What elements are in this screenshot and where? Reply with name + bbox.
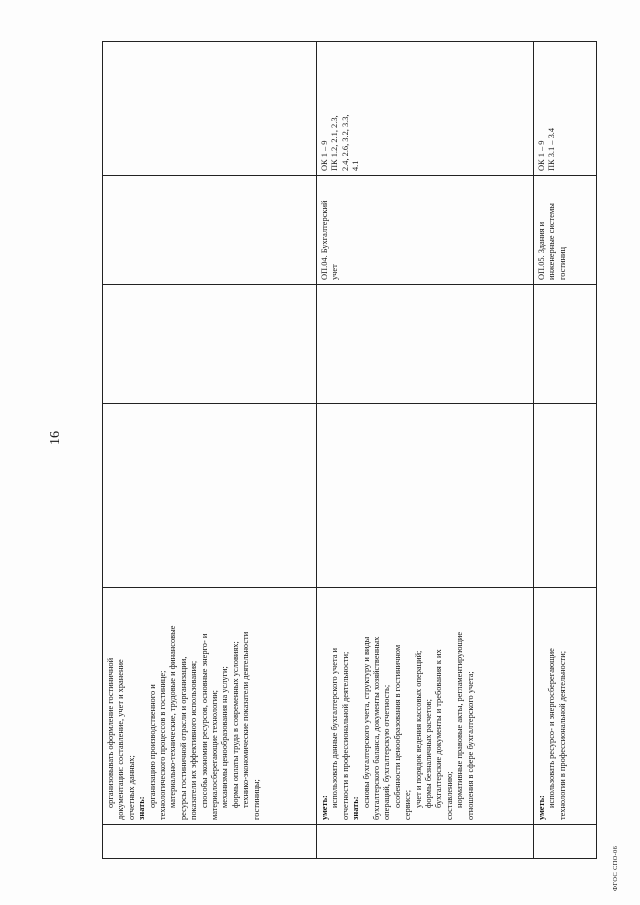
text-line: ОП.04. Бухгалтерский — [320, 200, 329, 280]
index-cell — [317, 825, 534, 859]
text-line: показатели их эффективного использования; — [189, 660, 199, 820]
discipline-cell — [317, 176, 534, 285]
content-lines — [106, 592, 262, 820]
competencies-lines — [320, 46, 362, 171]
text-line: знать: — [351, 796, 361, 820]
text-line: учет — [330, 264, 340, 280]
competencies-cell — [103, 42, 317, 176]
footer-code: ФГОС СПО-06 — [612, 845, 619, 891]
hours-cell — [534, 285, 597, 404]
text-line: отчетных данных; — [126, 755, 136, 820]
text-line: использовать ресурсо- и энергосберегающие — [547, 648, 557, 808]
text-line: способы экономии ресурсов, основные энерго- и — [199, 633, 209, 808]
text-line: формы безналичных расчетов; — [424, 699, 434, 808]
hours-cell — [317, 404, 534, 588]
table-row — [103, 42, 317, 859]
text-line: отношения в сфере бухгалтерского учета; — [465, 671, 475, 820]
discipline-lines — [537, 180, 568, 280]
text-line: особенности ценообразования в гостиничном — [392, 644, 402, 808]
text-line: основы бухгалтерского учета, структуру и виды — [361, 636, 371, 808]
text-line: организовывать оформление гостиничной — [106, 657, 115, 808]
text-line: ОП.05. Здания и — [537, 221, 546, 280]
text-line: ПК 3.1 – 3.4 — [547, 127, 557, 171]
text-line: механизмы ценообразования на услуги; — [220, 666, 230, 808]
text-line: технико-экономические показатели деятельности — [241, 631, 251, 808]
content-cell — [317, 588, 534, 825]
text-line: учет и порядок ведения кассовых операций; — [413, 650, 423, 808]
text-line: технологического процессов в гостинице; — [158, 670, 168, 820]
content-cell — [534, 588, 597, 825]
hours-cell — [103, 285, 317, 404]
table-row — [317, 42, 534, 859]
text-line: ПК 1.2, 2.1, 2.3, — [330, 115, 340, 171]
discipline-lines — [320, 180, 341, 280]
competencies-cell — [534, 42, 597, 176]
text-line: инженерные системы — [547, 203, 557, 280]
content-lines — [320, 592, 476, 820]
text-line: нормативные правовые акты, регламентирующие — [455, 631, 465, 808]
text-line: использовать данные бухгалтерского учета и — [330, 647, 340, 808]
text-line: ОК 1 – 9 — [320, 140, 329, 171]
text-line: ОК 1 – 9 — [537, 140, 546, 171]
hours-cell — [103, 404, 317, 588]
text-line: формы оплаты труда в современных условиях; — [230, 641, 240, 808]
text-line: ресурсы гостиничной отрасли и организации, — [178, 656, 188, 820]
text-line: знать: — [137, 796, 147, 820]
text-line: операций, бухгалтерскую отчетность; — [382, 684, 392, 820]
discipline-cell — [103, 176, 317, 285]
text-line: материалосберегающие технологии; — [210, 689, 220, 820]
text-line: отчетности в профессиональной деятельности; — [340, 651, 350, 820]
text-line: документации: составление, учет и хранение — [116, 659, 126, 820]
text-line: составлению; — [444, 771, 454, 820]
discipline-cell — [534, 176, 597, 285]
content-lines — [537, 592, 568, 820]
text-line: уметь: — [537, 795, 546, 820]
text-line: гостиниц — [557, 247, 567, 280]
text-line: материально-технические, трудовые и финансовые — [168, 625, 178, 808]
hours-cell — [534, 404, 597, 588]
hours-cell — [317, 285, 534, 404]
index-cell — [103, 825, 317, 859]
text-line: бухгалтерские документы и требования к их — [434, 649, 444, 808]
index-cell — [534, 825, 597, 859]
competencies-cell — [317, 42, 534, 176]
text-line: гостиницы; — [251, 779, 261, 820]
text-line: технологии в профессиональной деятельности; — [557, 650, 567, 820]
curriculum-table — [102, 41, 597, 859]
text-line: организацию производственного и — [147, 684, 157, 808]
text-line: бухгалтерского баланса, документы хозяйственных — [372, 636, 382, 820]
text-line: сервисе; — [403, 789, 413, 820]
page-number: 16 — [48, 431, 63, 445]
table-row — [534, 42, 597, 859]
text-line: уметь: — [320, 795, 329, 820]
text-line: 4.1 — [351, 160, 361, 171]
competencies-lines — [537, 46, 558, 171]
text-line: 2.4, 2.6, 3.2, 3.3, — [340, 114, 350, 171]
content-cell — [103, 588, 317, 825]
